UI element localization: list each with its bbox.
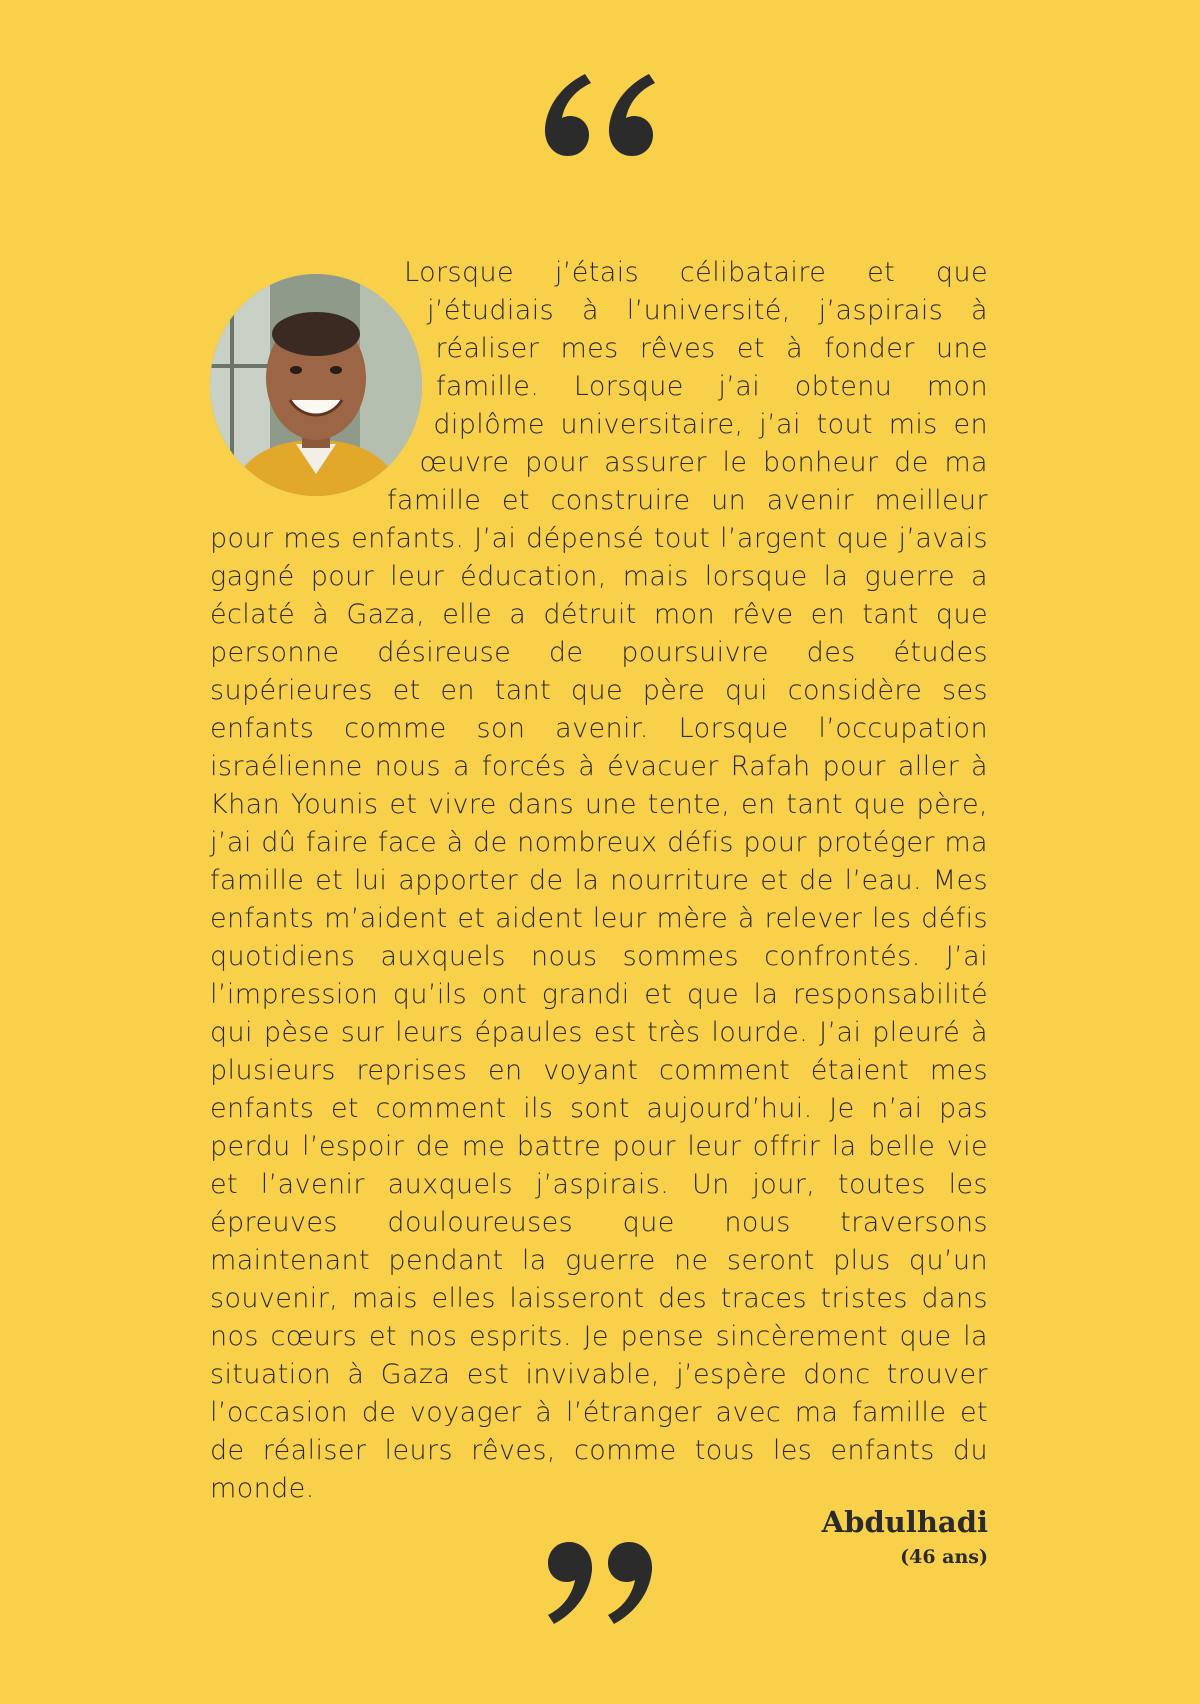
opening-quote-icon xyxy=(541,72,659,158)
quote-body xyxy=(210,254,988,1508)
author-age: (46 ans) xyxy=(900,1546,988,1568)
opening-quote-area xyxy=(0,0,1200,190)
quote-paragraph: Lorsque j’étais célibataire et que j’étudiais à l’université, j’aspirais à réaliser mes rêves et à fonder une famille. Lorsque j’ai obtenu mon diplôme universitaire, j’ai tout mis en œuvre pour assurer le bonheur de ma famille et construire un avenir meilleur pour mes enfants. J’ai dépensé tout l’argent que j’avais gagné pour leur éducation, mais lorsque la guerre a éclaté à Gaza, elle a détruit mon rêve en tant que personne désireuse de poursuivre des études supérieures et en tant que père qui considère ses enfants comme son avenir. Lorsque l’occupation israélienne nous a forcés à évacuer Rafah pour aller à Khan Younis et vivre dans une tente, en tant que père, j’ai dû faire face à de nombreux défis pour protéger ma famille et lui apporter de la nourriture et de l’eau. Mes enfants m’aident et aident leur mère à relever les défis quotidiens auxquels nous sommes confrontés. J’ai l’impression qu’ils ont grandi et que la responsabilité qui pèse sur leurs épaules est très lourde. J’ai pleuré à plusieurs reprises en voyant comment étaient mes enfants et comment ils sont aujourd’hui. Je n’ai pas perdu l’espoir de me battre pour leur offrir la belle vie et l’avenir auxquels j’aspirais. Un jour, toutes les épreuves douloureuses que nous traversons maintenant pendant la guerre ne seront plus qu’un souvenir, mais elles laisseront des traces tristes dans nos cœurs et nos esprits. Je pense sincèrement que la situation à Gaza est invivable, j’espère donc trouver l’occasion de voyager à l’étranger avec ma famille et de réaliser leurs rêves, comme tous les enfants du monde. xyxy=(210,257,988,1504)
author-signature xyxy=(822,1500,988,1570)
closing-quote-icon xyxy=(546,1542,656,1626)
author-name: Abdulhadi xyxy=(821,1505,988,1539)
author-portrait xyxy=(210,274,422,496)
